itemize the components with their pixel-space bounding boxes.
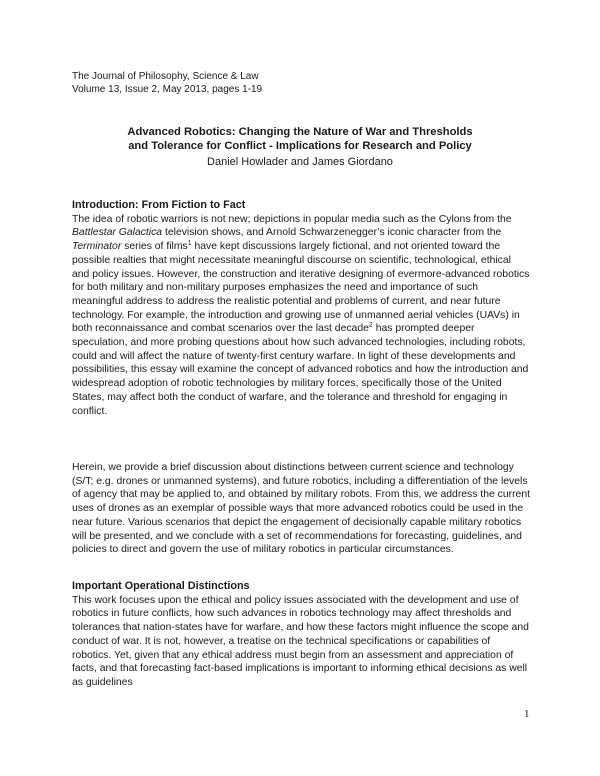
section-introduction xyxy=(72,199,530,418)
italic-title: Terminator xyxy=(72,241,122,253)
section-introduction-continued xyxy=(72,461,530,557)
paragraph: This work focuses upon the ethical and policy issues associated with the development and use of robotics in future conflicts, how such advances in robotics technology may affect thresholds and tolerances that nation-states have for warfare, and how these factors might influence the scope and conduct of war. It is not, however, a treatise on the technical specifications or capabilities of robotics. Yet, given that any ethical address must begin from an assessment and appreciation of facts, and that forecasting fact-based implications is important to informing ethical decisions as well as guidelines xyxy=(72,594,529,688)
section-heading: Introduction: From Fiction to Fact xyxy=(72,199,246,211)
text-run: television shows, and Arnold Schwarzenegger’s iconic character from the xyxy=(162,227,502,239)
title-line-1: Advanced Robotics: Changing the Nature of War and Thresholds xyxy=(127,126,473,138)
journal-citation xyxy=(72,70,262,96)
paragraph: Herein, we provide a brief discussion about distinctions between current science and technology (S/T; e.g. drones or unmanned systems), and future robotics, including a differentiation of the levels of agency that may be applied to, and obtained by military robots. From this, we address the current uses of drones as an exemplar of possible ways that more advanced robotics could be used in the near future. Various scenarios that depict the engagement of decisionally capable military robotics will be presented, and we conclude with a set of recommendations for forecasting, guidelines, and policies to direct and govern the use of military robotics in particular circumstances. xyxy=(72,462,531,556)
page-number: 1 xyxy=(524,708,530,720)
italic-title: Battlestar Galactica xyxy=(72,227,163,239)
section-operational-distinctions xyxy=(72,580,530,690)
text-run: series of films xyxy=(121,241,188,253)
section-heading: Important Operational Distinctions xyxy=(72,580,250,592)
text-run: The idea of robotic warriors is not new; depictions in popular media such as the Cylons from the xyxy=(72,213,512,225)
article-authors: Daniel Howlader and James Giordano xyxy=(207,156,393,168)
title-line-2: and Tolerance for Conflict - Implications for Research and Policy xyxy=(128,140,472,152)
journal-issue: Volume 13, Issue 2, May 2013, pages 1-19 xyxy=(72,84,263,95)
footnote-ref: 2 xyxy=(368,322,373,330)
article-title xyxy=(60,125,540,153)
paragraph xyxy=(72,213,530,419)
footnote-ref: 1 xyxy=(187,240,192,248)
text-run: have kept discussions largely fictional, and not oriented toward the possible realties that might necessitate meaningful discourse on scientific, technological, ethical and policy issues. However, the construction and iterative designing of evermore-advanced robotics for both military and non-military purposes emphasizes the need and importance of such meaningful address to address the realistic potential and problems of current, and near future technology. For example, the introduction and growing use of unmanned aerial vehicles (UAVs) in both reconnaissance and combat scenarios over the last decade xyxy=(72,241,530,335)
journal-name: The Journal of Philosophy, Science & Law xyxy=(72,71,259,82)
text-run: has prompted deeper speculation, and more probing questions about how such advanced technologies, including robots, could and will affect the nature of twenty-first century warfare. In light of these developments and possibilities, this essay will examine the concept of advanced robotics and how the introduction and widespread adoption of robotic technologies by military forces, specifically those of the United States, may affect both the conduct of warfare, and the tolerance and threshold for engaging in conflict. xyxy=(72,323,529,417)
